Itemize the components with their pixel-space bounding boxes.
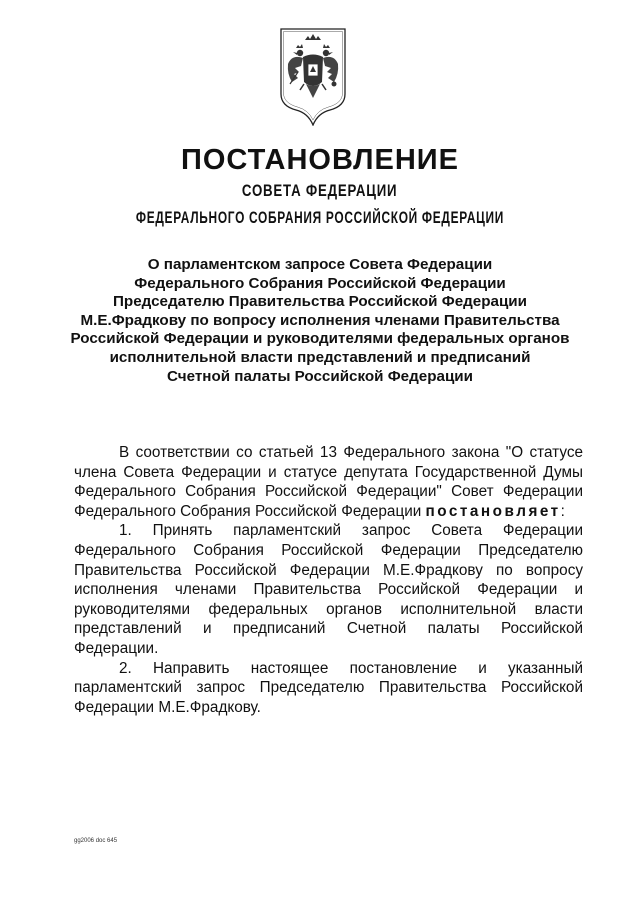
document-subtitle-assembly: ФЕДЕРАЛЬНОГО СОБРАНИЯ РОССИЙСКОЙ ФЕДЕРАЦИИ — [135, 208, 505, 227]
decree-word: постановляет — [425, 502, 561, 520]
russian-coat-of-arms-icon — [278, 26, 348, 126]
subject-line: Российской Федерации и руководителями федеральных органов — [70, 330, 570, 348]
preamble-paragraph — [74, 443, 583, 521]
document-subject — [40, 256, 600, 386]
subject-line: Председателю Правительства Российской Федерации — [113, 293, 527, 311]
preamble-text: В соответствии со статьей 13 Федерального закона "О статусе члена Совета Федерации и статусе депутата Государственной Думы Федерального Собрания Российской Федерации" Совет Федерации Федерального Собрания Российской Федерации — [74, 444, 583, 520]
document-subtitle-council: СОВЕТА ФЕДЕРАЦИИ — [242, 181, 398, 200]
coat-of-arms-emblem — [278, 26, 348, 126]
subject-line: М.Е.Фрадкову по вопросу исполнения членами Правительства — [80, 311, 560, 329]
document-body — [74, 443, 583, 717]
subject-line: Счетной палаты Российской Федерации — [167, 367, 473, 385]
document-title: ПОСТАНОВЛЕНИЕ — [181, 144, 459, 176]
subject-line: исполнительной власти представлений и предписаний — [109, 348, 531, 366]
decree-colon: : — [560, 502, 565, 520]
item-2-paragraph: 2. Направить настоящее постановление и указанный парламентский запрос Председателю Правительства Российской Федерации М.Е.Фрадкову. — [74, 659, 583, 716]
item-1-paragraph: 1. Принять парламентский запрос Совета Федерации Федерального Собрания Российской Федерации Председателю Правительства Российской Федерации М.Е.Фрадкову по вопросу исполнения членами Правительства Российской Федерации и руководителями федеральных органов исполнительной власти представлений и предписаний Счетной палаты Российской Федерации. — [74, 522, 583, 657]
subject-line: О парламентском запросе Совета Федерации — [147, 256, 493, 273]
subject-line: Федерального Собрания Российской Федерации — [134, 274, 506, 292]
footer-document-code: gg2006 doc 645 — [74, 838, 118, 844]
